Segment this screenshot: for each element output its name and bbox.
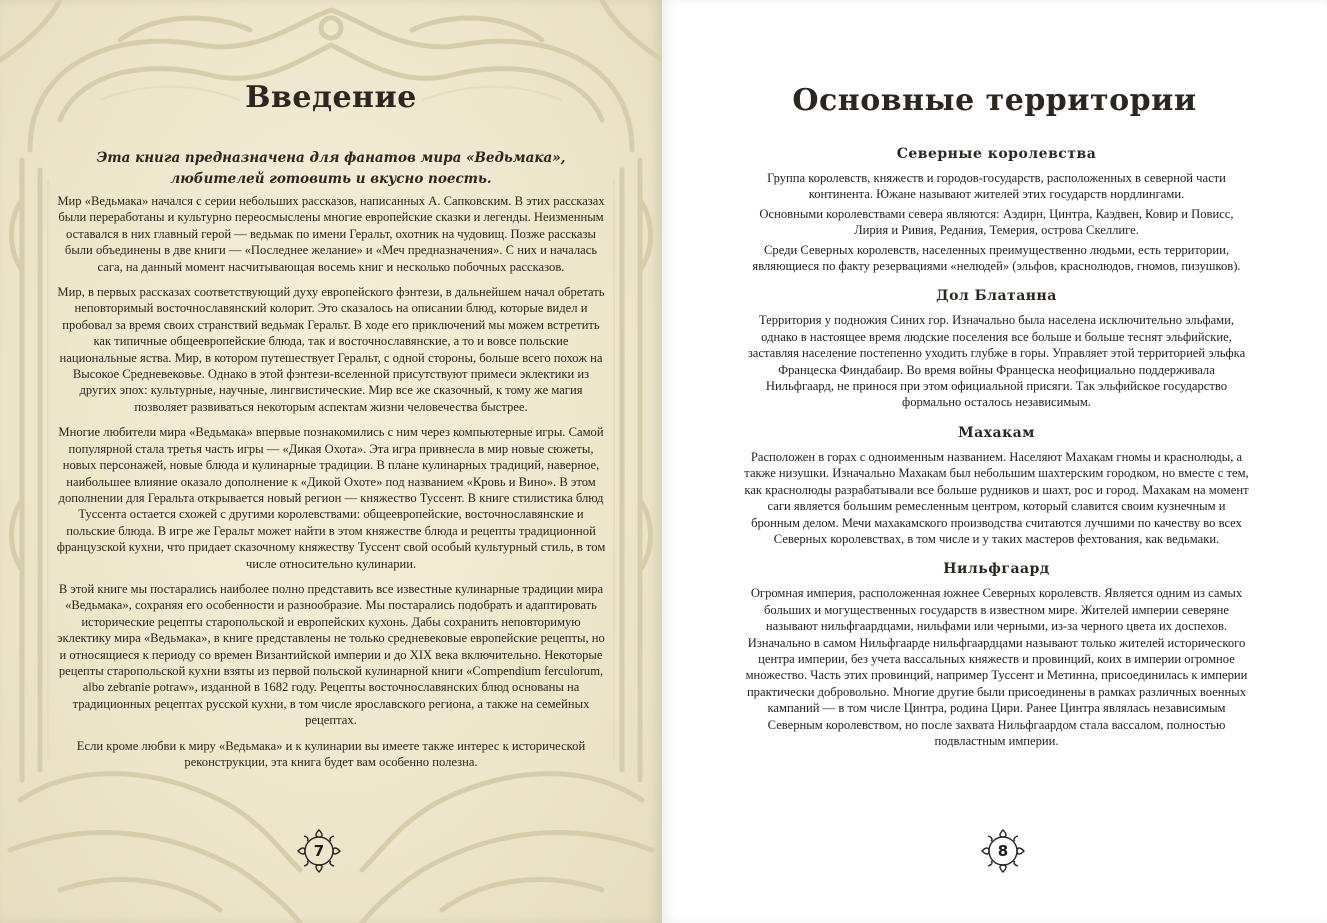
page-number-right: 8 bbox=[980, 828, 1026, 874]
section-nilfgaard bbox=[744, 561, 1249, 749]
page-number-left: 7 bbox=[296, 828, 342, 874]
intro-paragraph: Мир «Ведьмака» начался с серии небольших рассказов, написанных А. Сапковским. В этих рассказах были переработаны и культурно переосмыслены многие европейские сказки и легенды. Неизменным оставался в них главный герой — ведьмак по имени Геральт, охотник на чудовищ. Позже рассказы были объединены в две книги — «Последнее желание» и «Меч предназначения». С них и началась сага, на данный момент насчитывающая восемь книг и несколько побочных рассказов. bbox=[57, 194, 605, 274]
section-mahakam bbox=[744, 425, 1249, 547]
section-northern-kingdoms bbox=[744, 146, 1249, 274]
section-paragraph: Среди Северных королевств, населенных преимущественно людьми, есть территории, являющиеся по факту резервациями «нелюдей» (эльфов, краснолюдов, гномов, пизушков). bbox=[752, 242, 1241, 274]
territories-body bbox=[744, 146, 1249, 763]
section-paragraph: Расположен в горах с одноименным названием. Населяют Махакам гномы и краснолюды, а также низушки. Изначально Махакам был небольшим шахтерским городком, но вместе с тем, как краснолюды разрабатывали все больше рудников и шахт, рос и город. Махакам на момент саги является большим ремесленным центром, который славится своим кузнечным и бронным делом. Мечи махакамского производства считаются лучшими по качеству во всех Северных королевствах, в том числе и у таких мастеров фехтования, как ведьмаки. bbox=[744, 449, 1249, 546]
intro-body bbox=[56, 193, 606, 779]
right-page-title: Основные территории bbox=[792, 83, 1197, 118]
intro-paragraph: В этой книге мы постарались наиболее полно представить все известные кулинарные традиции мира «Ведьмака», сохраняя его особенности и разнообразие. Мы постарались подобрать и адаптировать исторические рецепты старопольской и европейских кухонь. Дабы сохранить неповторимую эклектику мира «Ведьмака», в книге представлены не только средневековые европейские рецепты, но и относящиеся к периоду со времен Византийской империи и до XIX века включительно. Некоторые рецепты старопольской кухни взяты из первой польской кулинарной книги «Compendium ferculorum, albo zebranie potraw», изданной в 1682 году. Рецепты восточнославянских блюд основаны на традиционных рецептах русской кухни, в том числе ярославского региона, а также на семейных рецептах. bbox=[57, 581, 605, 728]
intro-lead: Эта книга предназначена для фанатов мира «Ведьмака», любителей готовить и вкусно поесть. bbox=[96, 150, 566, 187]
section-heading: Дол Блатанна bbox=[936, 288, 1057, 305]
left-page-title: Введение bbox=[245, 80, 417, 115]
section-paragraph: Территория у подножия Синих гор. Изначально была населена исключительно эльфами, однако в настоящее время людские поселения все больше и больше теснят эльфийские, заставляя население постепенно уходить глубже в горы. Управляет этой территорией эльфка Францеска Финдабаир. Во время войны Францеска неофициально поддерживала Нильфгаард, не принося при этом официальной присяги. Так эльфийское государство формально осталось независимым. bbox=[747, 313, 1246, 410]
section-paragraph: Огромная империя, расположенная южнее Северных королевств. Является одним из самых больших и могущественных государств в известном мире. Жителей империи северяне называют нильфгаардцами, нильфами или черными, из-за черного цвета их доспехов. Изначально в самом Нильфгаарде нильфгаардцами называют только жителей исторического центра империи, без учета вассальных княжеств и провинций, коих в империи огромное множество. Часть этих провинций, например Туссент и Метинна, присоединилась к империи практически добровольно. Многие другие были присоединены в рамках различных военных кампаний — в том числе Цинтра, родина Цири. Ранее Цинтра являлась независимым Северным королевством, но после захвата Нильфгаардом стала вассалом, полностью подвластным империи. bbox=[745, 586, 1248, 748]
intro-paragraph: Мир, в первых рассказах соответствующий духу европейского фэнтези, в дальнейшем начал обретать неповторимый восточнославянский колорит. Это сказалось на описании блюд, которые видел и пробовал за время своих странствий ведьмак Геральт. В ходе его приключений мы можем встретить как типичные общеевропейские блюда, так и восточнославянские, а то и вовсе польские национальные яства. Мир, в котором путешествует Геральт, с одной стороны, больше всего похож на Высокое Средневековье. Однако в этой фэнтези-вселенной присутствуют примеси эклектики из других эпох: культурные, научные, лингвистические. Мир все же сказочный, к тому же магия позволяет развиваться некоторым аспектам жизни человечества быстрее. bbox=[57, 285, 605, 414]
left-page bbox=[0, 0, 662, 923]
section-heading: Северные королевства bbox=[896, 146, 1097, 162]
section-paragraph: Основными королевствами севера являются: Аэдирн, Цинтра, Каэдвен, Ковир и Повисс, Лирия и Ривия, Редания, Темерия, острова Скеллиге. bbox=[759, 206, 1234, 238]
section-heading: Махакам bbox=[958, 424, 1035, 441]
section-paragraph: Группа королевств, княжеств и городов-государств, расположенных в северной части континента. Южане называют жителей этих государств нордлингами. bbox=[767, 171, 1226, 202]
intro-paragraph: Если кроме любви к миру «Ведьмака» и к кулинарии вы имеете также интерес к исторической реконструкции, эта книга будет вам особенно полезна. bbox=[76, 738, 586, 769]
right-page bbox=[662, 0, 1327, 923]
section-heading: Нильфгаард bbox=[943, 561, 1050, 578]
intro-paragraph: Многие любители мира «Ведьмака» впервые познакомились с ним через компьютерные игры. Самой популярной стала третья часть игры — «Дикая Охота». Эта игра привнесла в мир новые сюжеты, новых персонажей, новые блюда и кулинарные традиции. В плане кулинарных традиций, наверное, наибольшее влияние оказало дополнение к «Дикой Охоте» под названием «Кровь и Вино». В этом дополнении для Геральта открывается новый регион — княжество Туссент. В книге стилистика блюд Туссента остается схожей с другими королевствами: общеевропейские, восточнославянские и польские блюда. В игре же Геральт может найти в этом княжестве блюда и рецепты традиционной французской кухни, что придает сказочному княжеству Туссент свой особый культурный стиль, в том числе относительно кулинарии. bbox=[56, 425, 606, 571]
section-dol-blathanna bbox=[744, 288, 1249, 410]
